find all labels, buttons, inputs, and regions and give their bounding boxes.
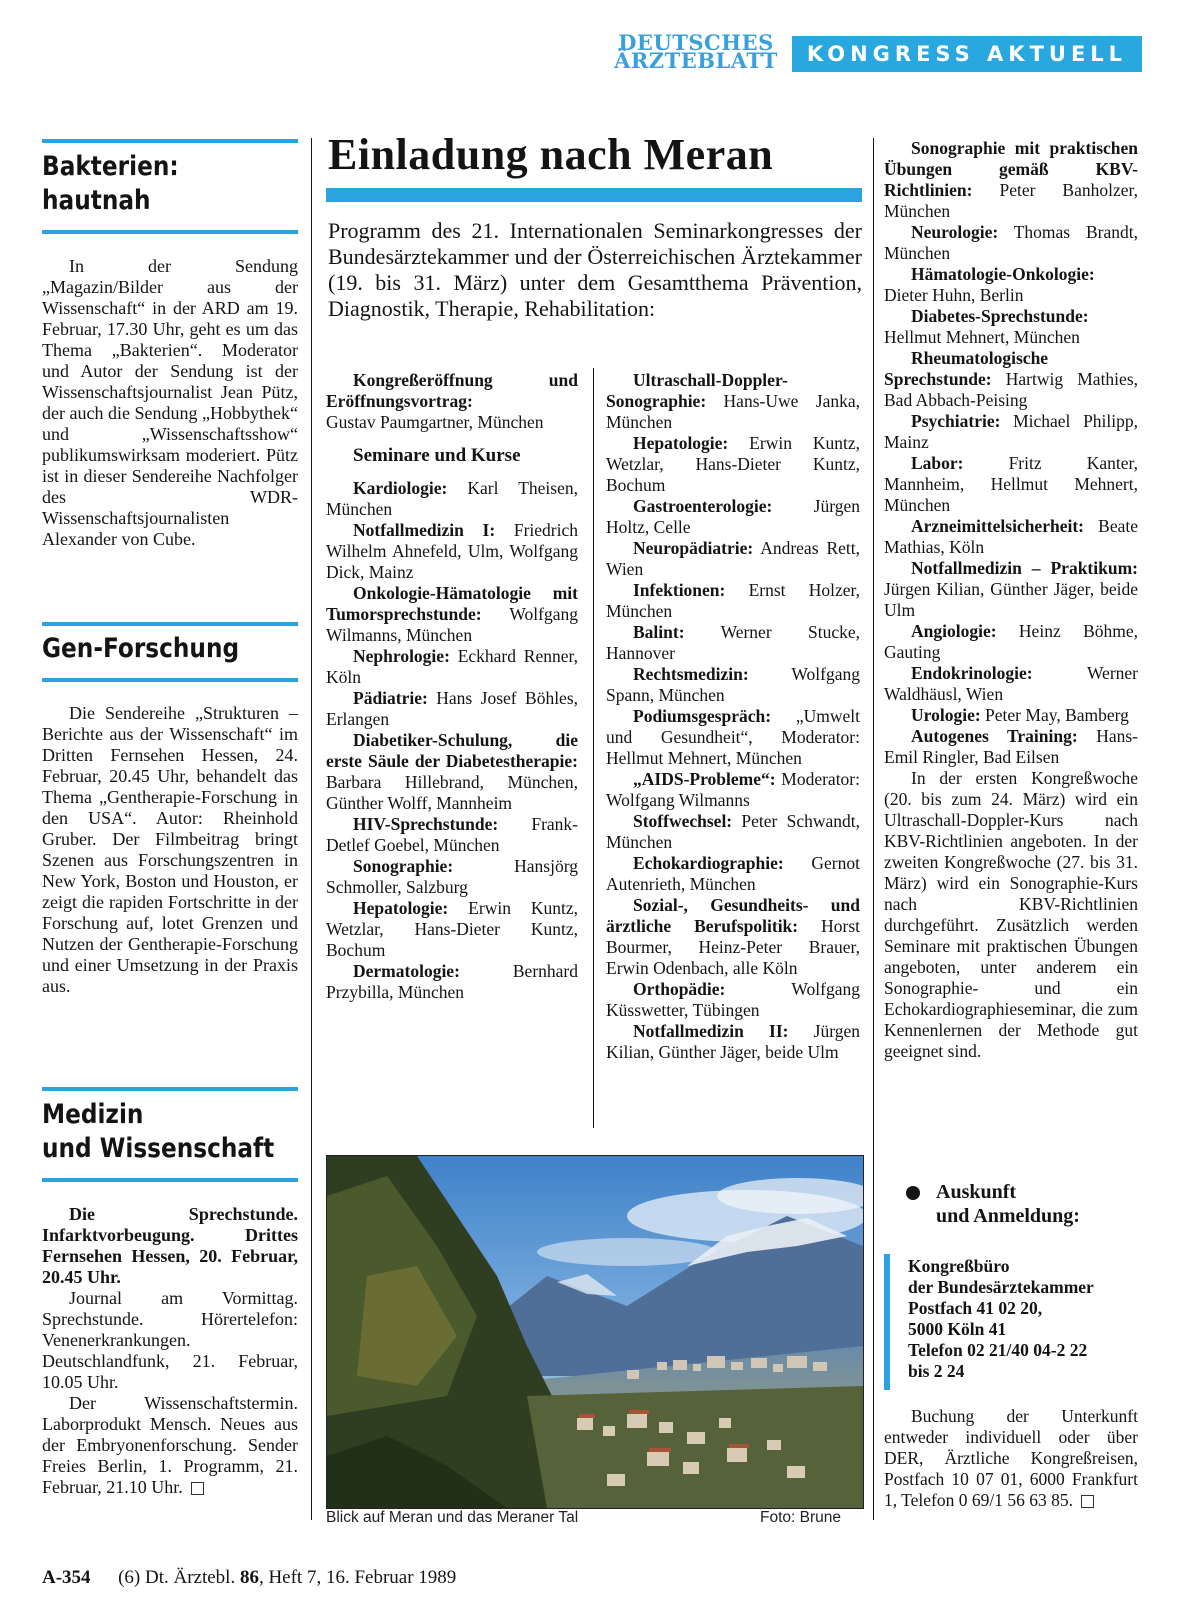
program-entry [606,706,860,769]
page-footer [42,1567,456,1589]
end-mark-icon [1081,1495,1094,1508]
address-line: Postfach 41 02 20, [908,1298,1043,1318]
program-entry [326,583,578,646]
entry-value: Dieter Huhn, Berlin [884,285,1024,305]
info-heading-line: Auskunft [936,1181,1017,1203]
entry-label: Orthopädie: [633,979,726,999]
sidebar-section-medizin [42,1098,312,1166]
entry-value: Jürgen Kilian, Günther Jäger, beide Ulm [884,579,1138,620]
page-number: A-354 [42,1567,91,1588]
program-entry [884,348,1138,411]
section-title: hautnah [42,185,151,216]
entry-value: Beate Mathias, Köln [884,516,1138,557]
program-entry [606,895,860,979]
program-entry [606,580,860,622]
bullet-icon [906,1186,920,1200]
program-entry [326,646,578,688]
entry-label: Hämatologie-Onkologie: [911,264,1095,284]
sidebar-text [42,703,298,997]
entry-value: Wolfgang Wilmanns, München [326,604,578,645]
program-entry [326,730,578,814]
entry-value: Eckhard Renner, Köln [326,646,579,687]
sidebar-text [42,1204,298,1498]
program-entry [884,453,1138,516]
booking-info [884,1406,1138,1511]
address-line: der Bundesärztekammer [908,1277,1094,1297]
entry-value: Werner Waldhäusl, Wien [884,663,1138,704]
address-line: 5000 Köln 41 [908,1319,1007,1339]
booking-paragraph [884,1406,1138,1511]
opening-label: Kongreßeröffnung und Eröffnungsvortrag: [326,370,578,411]
entry-label: Dermatologie: [353,961,460,981]
entry-label: Hepatologie: [633,433,729,453]
issue-prefix: (6) Dt. Ärztebl. [118,1567,236,1588]
program-entry [884,705,1138,726]
address-accent-bar [884,1254,890,1390]
photo-caption: Blick auf Meran und das Meraner Tal [326,1509,579,1526]
entry-label: Notfallmedizin – Praktikum: [911,558,1138,578]
entry-label: Pädiatrie: [353,688,428,708]
section-rule [42,1178,298,1182]
entry-value: „Umwelt und Gesundheit“, Moderator: Hellmut Mehnert, München [606,706,860,768]
column-divider [593,368,594,1128]
entry-value: Erwin Kuntz, Wetzlar, Hans-Dieter Kuntz, Bochum [606,433,860,495]
meran-photo [326,1155,864,1509]
paragraph: Journal am Vormittag. Sprechstunde. Hörertelefon: Venenerkrankungen. Deutschlandfunk, 21. Februar, 10.05 Uhr. [42,1288,298,1392]
entry-value: Peter Schwandt, München [606,811,860,852]
entry-label: Angiologie: [911,621,997,641]
sidebar-text [42,256,298,550]
entry-label: Rechtsmedizin: [633,664,749,684]
entry-value: Heinz Böhme, Gauting [884,621,1138,662]
entry-value: Werner Stucke, Hannover [606,622,861,663]
entry-value: Hellmut Mehnert, München [884,327,1080,347]
entry-label: Autogenes Training: [911,726,1078,746]
article-headline: Einladung nach Meran [328,130,774,179]
program-entry [326,478,578,520]
entry-label: Hepatologie: [353,898,449,918]
logo-line-1: DEUTSCHES [618,30,774,55]
entry-value: Thomas Brandt, München [884,222,1138,263]
program-entry [326,814,578,856]
entry-label: Gastroenterologie: [633,496,773,516]
program-column-3 [884,138,1138,1062]
entry-value: Moderator: Wolfgang Wilmanns [606,769,860,810]
program-entry [326,520,578,583]
program-entry [326,688,578,730]
section-banner: KONGRESS AKTUELL [792,36,1142,72]
entry-list [326,478,578,1003]
program-entry [606,538,860,580]
entry-list [884,138,1138,768]
seminars-heading: Seminare und Kurse [353,445,521,466]
entry-label: Neuropädiatrie: [633,538,754,558]
entry-label: Arzneimittelsicherheit: [911,516,1084,536]
entry-value: Hans-Emil Ringler, Bad Eilsen [884,726,1139,767]
program-entry [606,433,860,496]
program-entry [884,264,1138,306]
paragraph: In der Sendung „Magazin/Bilder aus der Wissenschaft“ in der ARD am 19. Februar, 17.30 Uhr, geht es um das Thema „Bakterien“. Moderator und Autor der Sendung ist der Wissenschaftsjournalist Jean Pütz, der auch die Sendung „Hobbythek“ und „Wissenschaftsshow“ publikumswirksam moderiert. Pütz ist in dieser Sendereihe Nachfolger des WDR-Wissenschaftsjournalisten Alexander von Cube. [42,256,298,549]
program-entry [884,306,1138,348]
section-rule [42,139,298,143]
program-entry [606,769,860,811]
entry-label: Psychiatrie: [911,411,1001,431]
entry-value: Hansjörg Schmoller, Salzburg [326,856,578,897]
info-heading-line: und Anmeldung: [936,1205,1080,1227]
logo-line-2: ÄRZTEBLATT [614,48,778,73]
program-entry [884,621,1138,663]
entry-value: Bernhard Przybilla, München [326,961,578,1002]
end-mark-icon [191,1482,204,1495]
entry-value: Jürgen Holtz, Celle [606,496,860,537]
entry-value: Peter Banholzer, München [884,180,1138,221]
issue-suffix: , Heft 7, 16. Februar 1989 [258,1567,457,1588]
program-column-1 [326,370,578,1003]
program-entry [606,664,860,706]
address-line: bis 2 24 [908,1361,965,1381]
entry-label: Balint: [633,622,685,642]
entry-value: Ernst Holzer, München [606,580,860,621]
entry-label: Stoffwechsel: [633,811,733,831]
opening-value: Gustav Paumgartner, München [326,412,544,432]
entry-value: Gernot Autenrieth, München [606,853,860,894]
entry-label: Onkologie-Hämatologie mit Tumorsprechstunde: [326,583,578,624]
entry-value: Andreas Rett, Wien [606,538,860,579]
paragraph-text: Der Wissenschaftstermin. Laborprodukt Mensch. Neues aus der Embryonenforschung. Sender Freies Berlin, 1. Programm, 21. Februar, 21.10 Uhr. [42,1393,298,1497]
journal-logo [606,30,786,73]
entry-value: Peter May, Bamberg [985,705,1129,725]
entry-label: Sozial-, Gesundheits- und ärztliche Berufspolitik: [606,895,860,936]
program-entry [606,853,860,895]
photo-credit: Foto: Brune [760,1509,841,1526]
entry-label: Ultraschall-Doppler-Sonographie: [606,370,788,411]
volume-number: 86 [239,1567,259,1588]
section-title: Bakterien: [42,151,179,182]
section-title: Gen-Forschung [42,633,240,664]
program-entry [884,726,1138,768]
entry-label: Notfallmedizin II: [633,1021,789,1041]
entry-label: Infektionen: [633,580,726,600]
entry-label: Echokardiographie: [633,853,784,873]
entry-label: Notfallmedizin I: [353,520,496,540]
entry-label: Urologie: [911,705,981,725]
entry-label: Neurologie: [911,222,999,242]
address-line: Kongreßbüro [908,1256,1010,1276]
entry-value: Karl Theisen, München [326,478,578,519]
entry-value: Michael Philipp, Mainz [884,411,1139,452]
entry-value: Hartwig Mathies, Bad Abbach-Peising [884,369,1138,410]
address-block [908,1256,1094,1382]
entry-value: Erwin Kuntz, Wetzlar, Hans-Dieter Kuntz, Bochum [326,898,578,960]
entry-label: Podiumsgespräch: [633,706,772,726]
entry-value: Hans Josef Böhles, Erlangen [326,688,579,729]
entry-value: Horst Bourmer, Heinz-Peter Brauer, Erwin Odenbach, alle Köln [606,916,860,978]
entry-label: Rheumatologische Sprechstunde: [884,348,1049,389]
program-entry [606,1021,860,1063]
column-divider [873,138,874,1520]
program-entry [606,496,860,538]
entry-label: Diabetiker-Schulung, die erste Säule der Diabetestherapie: [326,730,578,771]
program-entry [606,622,860,664]
entry-label: Diabetes-Sprechstunde: [911,306,1089,326]
entry-label: Kardiologie: [353,478,448,498]
info-heading [908,1180,1080,1228]
entry-value: Friedrich Wilhelm Ahnefeld, Ulm, Wolfgang Dick, Mainz [326,520,578,582]
section-rule [42,1087,298,1091]
program-entry [326,961,578,1003]
program-entry [884,411,1138,453]
program-entry [606,979,860,1021]
article-intro: Programm des 21. Internationalen Seminarkongresses der Bundesärztekammer und der Österreichischen Ärztekammer (19. bis 31. März) unter dem Gesamtthema Prävention, Diagnostik, Therapie, Rehabilitation: [328,218,862,321]
entry-value: Jürgen Kilian, Günther Jäger, beide Ulm [606,1021,860,1062]
section-rule [42,622,298,626]
program-entry [326,898,578,961]
program-entry [326,856,578,898]
entry-value: Frank-Detlef Goebel, München [326,814,578,855]
paragraph: Die Sendereihe „Strukturen – Berichte aus der Wissenschaft“ im Dritten Fernsehen Hessen, 24. Februar, 20.45 Uhr, behandelt das Thema „Gentherapie-Forschung in den USA“. Autor: Rheinhold Gruber. Der Filmbeitrag bringt Szenen aus Forschungszentren in New York, Boston und Houston, er zeigt die rapiden Fortschritte in der Forschung auf, lotet Grenzen und Nutzen der Gentherapie-Forschung und einer Umsetzung in der Praxis aus. [42,703,298,996]
program-column-2 [606,370,860,1063]
program-entry [884,138,1138,222]
closing-paragraph: In der ersten Kongreßwoche (20. bis zum 24. März) wird ein Ultraschall-Doppler-Kurs nach KBV-Richtlinien angeboten. In der zweiten Kongreßwoche (27. bis 31. März) wird ein Sonographie-Kurs nach KBV-Richtlinien durchgeführt. Zusätzlich werden Seminare mit praktischen Übungen angeboten, unter anderem ein Sonographie- und ein Echokardiographieseminar, die zum Kennenlernen der Methode gut geeignet sind. [884,768,1138,1061]
entry-label: Labor: [911,453,964,473]
section-rule [42,230,298,234]
program-entry [606,811,860,853]
entry-value: Barbara Hillebrand, München, Günther Wolff, Mannheim [326,772,578,813]
section-title: und Wissenschaft [42,1133,275,1164]
sidebar-section-bakterien [42,150,201,218]
entry-list [606,370,860,1063]
sidebar-section-gen-forschung [42,632,271,666]
entry-label: Endokrinologie: [911,663,1033,683]
entry-value: Fritz Kanter, Mannheim, Hellmut Mehnert, München [884,453,1138,515]
entry-label: Sonographie mit praktischen Übungen gemäß KBV-Richtlinien: [884,138,1138,200]
program-entry [884,222,1138,264]
section-rule [42,678,298,682]
entry-value: Wolfgang Spann, München [606,664,860,705]
program-entry [884,663,1138,705]
paragraph: Die Sprechstunde. Infarktvorbeugung. Drittes Fernsehen Hessen, 20. Februar, 20.45 Uhr. [42,1204,298,1287]
headline-bar [326,188,862,202]
booking-text: Buchung der Unterkunft entweder individuell oder über DER, Ärztliche Kongreßreisen, Postfach 10 07 01, 6000 Frankfurt 1, Telefon 0 69/1 56 63 85. [884,1406,1138,1510]
entry-label: HIV-Sprechstunde: [353,814,499,834]
section-title: Medizin [42,1099,144,1130]
paragraph [42,1393,298,1498]
program-entry [884,558,1138,621]
entry-label: Nephrologie: [353,646,450,666]
column-divider [311,138,312,1520]
entry-value: Wolfgang Küsswetter, Tübingen [606,979,860,1020]
entry-value: Hans-Uwe Janka, München [606,391,860,432]
entry-label: „AIDS-Probleme“: [633,769,776,789]
program-entry [606,370,860,433]
address-line: Telefon 02 21/40 04-2 22 [908,1340,1088,1360]
program-entry [884,516,1138,558]
entry-label: Sonographie: [353,856,454,876]
